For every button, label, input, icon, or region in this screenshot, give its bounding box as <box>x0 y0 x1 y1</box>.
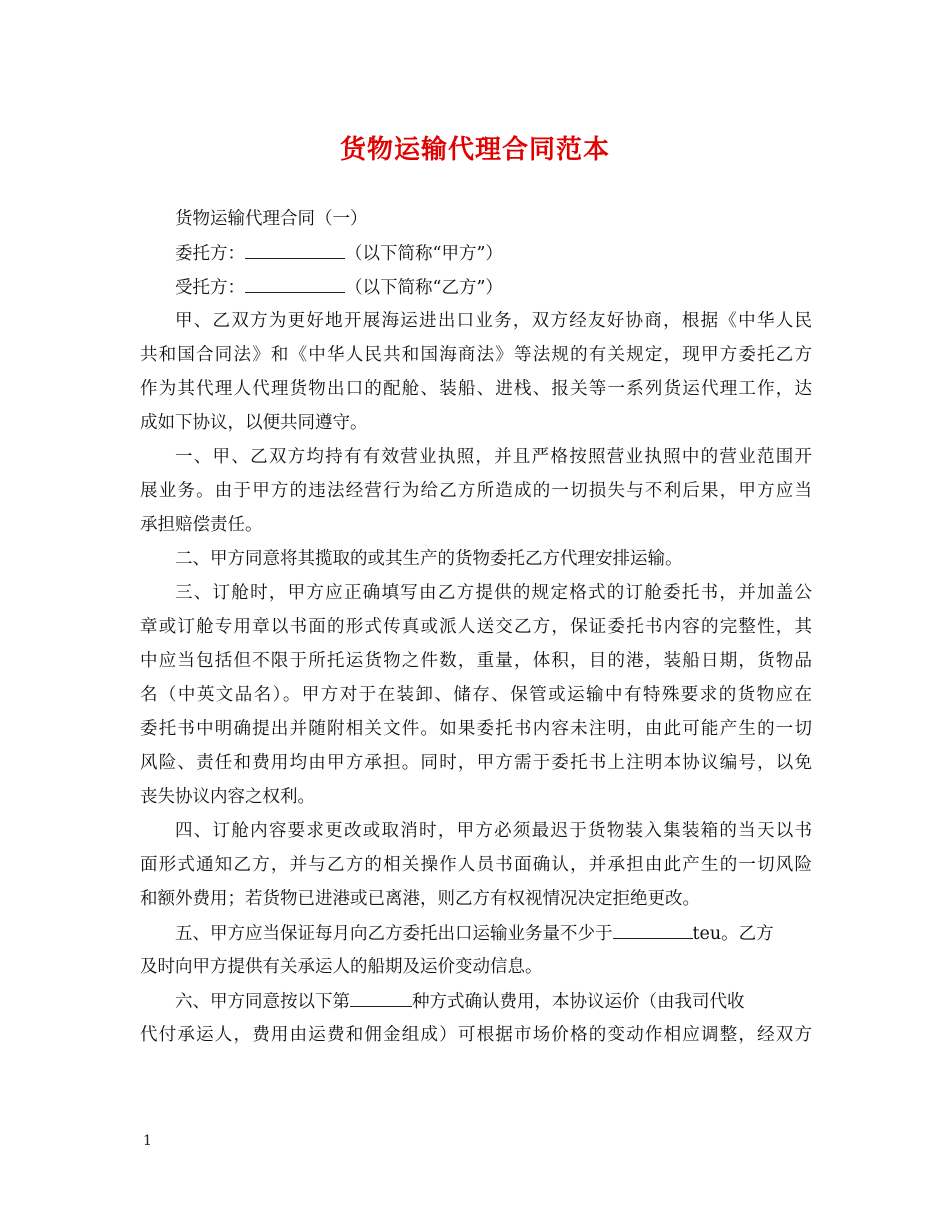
paragraph-line: 作为其代理人代理货物出口的配舱、装船、进栈、报关等一系列货运代理工作，达 <box>140 379 812 399</box>
principal-suffix: （以下简称“甲方”） <box>345 244 503 264</box>
paragraph-line: 面形式通知乙方，并与乙方的相关操作人员书面确认，并承担由此产生的一切风险 <box>140 855 812 875</box>
paragraph-line: 代付承运人，费用由运费和佣金组成）可根据市场价格的变动作相应调整，经双方 <box>140 1025 812 1045</box>
clause-3 <box>140 576 812 814</box>
clause-4 <box>140 814 812 916</box>
clause-1 <box>140 440 812 542</box>
paragraph-line <box>140 984 812 1018</box>
principal-party-line <box>140 236 812 270</box>
document-body <box>140 202 812 1052</box>
intro-paragraph <box>140 304 812 440</box>
clause-2 <box>140 542 812 576</box>
paragraph-line: 中应当包括但不限于所托运货物之件数，重量，体积，目的港，装船日期，货物品 <box>140 651 812 671</box>
clause-6 <box>140 984 812 1052</box>
clause-5-prefix: 五、甲方应当保证每月向乙方委托出口运输业务量不少于 <box>175 924 613 944</box>
page-number: 1 <box>143 1133 152 1149</box>
paragraph-line: 委托书中明确提出并随附相关文件。如果委托书内容未注明，由此可能产生的一切 <box>140 719 812 739</box>
agent-suffix: （以下简称“乙方”） <box>345 278 503 298</box>
principal-name-blank <box>245 236 345 259</box>
clause-6-prefix: 六、甲方同意按以下第 <box>175 992 350 1012</box>
paragraph-line: 三、订舱时，甲方应正确填写由乙方提供的规定格式的订舱委托书，并加盖公 <box>175 583 812 603</box>
contract-subtitle: 货物运输代理合同（一） <box>175 209 368 229</box>
paragraph-line: 丧失协议内容之权利。 <box>140 787 315 807</box>
clause-6-suffix: 种方式确认费用，本协议运价（由我司代收 <box>412 992 745 1012</box>
fee-method-blank <box>350 984 412 1007</box>
agent-label: 受托方： <box>175 278 245 298</box>
paragraph-line: 名（中英文品名）。甲方对于在装卸、储存、保管或运输中有特殊要求的货物应在 <box>140 685 812 705</box>
paragraph-line: 章或订舱专用章以书面的形式传真或派人送交乙方，保证委托书内容的完整性，其 <box>140 617 812 637</box>
paragraph-line: 风险、责任和费用均由甲方承担。同时，甲方需于委托书上注明本协议编号，以免 <box>140 753 812 773</box>
agent-party-line <box>140 270 812 304</box>
paragraph-line: 展业务。由于甲方的违法经营行为给乙方所造成的一切损失与不利后果，甲方应当 <box>140 481 812 501</box>
paragraph-line: 四、订舱内容要求更改或取消时，甲方必须最迟于货物装入集装箱的当天以书 <box>175 821 812 841</box>
paragraph-line: 及时向甲方提供有关承运人的船期及运价变动信息。 <box>140 957 543 977</box>
document-title: 货物运输代理合同范本 <box>339 135 610 165</box>
paragraph-line: 二、甲方同意将其揽取的或其生产的货物委托乙方代理安排运输。 <box>175 549 683 569</box>
paragraph-line: 成如下协议，以便共同遵守。 <box>140 413 368 433</box>
paragraph-line: 一、甲、乙双方均持有有效营业执照，并且严格按照营业执照中的营业范围开 <box>175 447 812 467</box>
paragraph-line: 甲、乙双方为更好地开展海运进出口业务，双方经友好协商，根据《中华人民 <box>175 311 812 331</box>
clause-5 <box>140 916 812 984</box>
paragraph-line: 和额外费用；若货物已进港或已离港，则乙方有权视情况决定拒绝更改。 <box>140 889 700 909</box>
paragraph-line <box>140 916 812 950</box>
teu-volume-blank <box>613 916 693 939</box>
clause-5-suffix: teu。乙方 <box>692 924 774 944</box>
principal-label: 委托方： <box>175 244 245 264</box>
paragraph-line: 承担赔偿责任。 <box>140 515 263 535</box>
agent-name-blank <box>245 270 345 293</box>
paragraph-line: 共和国合同法》和《中华人民共和国海商法》等法规的有关规定，现甲方委托乙方 <box>140 345 812 365</box>
